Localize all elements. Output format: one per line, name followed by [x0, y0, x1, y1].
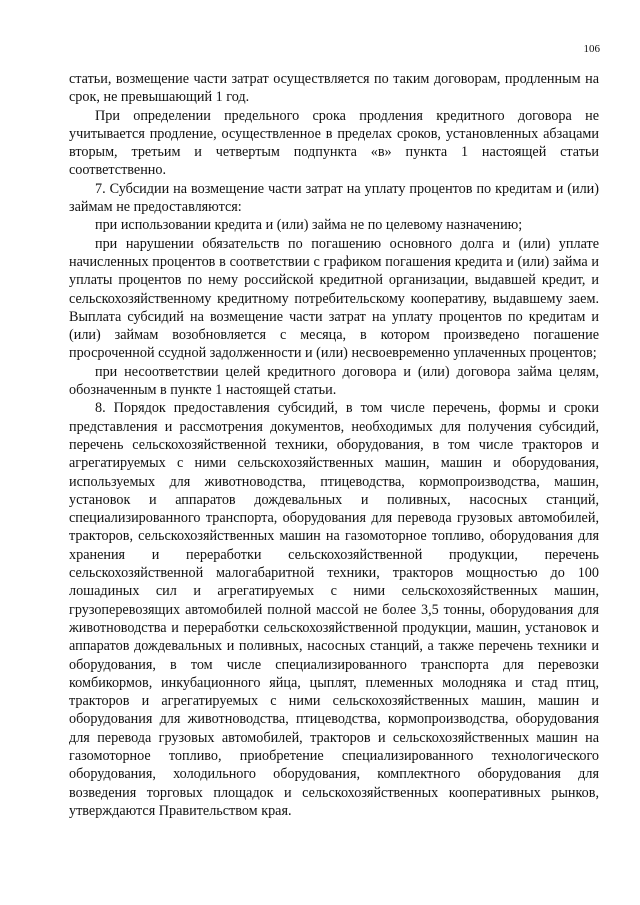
paragraph: статьи, возмещение части затрат осуществляется по таким договорам, продленным на срок, не превышающий 1 год. — [69, 71, 599, 106]
paragraph: при несоответствии целей кредитного договора и (или) договора займа целям, обозначенным в пункте 1 настоящей статьи. — [69, 363, 599, 399]
paragraph: при нарушении обязательств по погашению основного долга и (или) уплате начисленных процентов в соответствии с графиком погашения кредита и (или) займа и уплаты процентов по нему российской кредитной организации, выдавшей кредит, и сельскохозяйственному кредитному потребительскому кооперативу, выдавшему заем. Выплата субсидий на возмещение части затрат на уплату процентов по кредитам и (или) займам возобновляется с месяца, в котором произведено погашение просроченной ссудной задолженности и (или) несвоевременно уплаченных процентов; — [69, 235, 599, 362]
paragraph: 7. Субсидии на возмещение части затрат на уплату процентов по кредитам и (или) займам не предоставляются: — [69, 180, 599, 216]
paragraph: При определении предельного срока продления кредитного договора не учитывается продление, осуществленное в пределах сроков, установленных абзацами вторым, третьим и четвертым подпункта «в» пункта 1 настоящей статьи соответственно. — [69, 107, 599, 179]
paragraph: при использовании кредита и (или) займа не по целевому назначению; — [95, 217, 523, 234]
paragraph: 8. Порядок предоставления субсидий, в том числе перечень, формы и сроки представления и рассмотрения документов, необходимых для получения субсидий, перечень сельскохозяйственной техники, оборудования, в том числе тракторов и агрегатируемых с ними сельскохозяйственных машин, машин и оборудования, используемых для животноводства, птицеводства, кормопроизводства, машин, установок и аппаратов дождевальных и поливных, насосных станций, специализированного транспорта, оборудования для перевода грузовых автомобилей, тракторов, сельскохозяйственных машин на газомоторное топливо, оборудования для хранения и переработки сельскохозяйственной продукции, перечень сельскохозяйственной малогабаритной техники, тракторов мощностью до 100 лошадиных сил и агрегатируемых с ними сельскохозяйственных машин, грузоперевозящих автомобилей полной массой не более 3,5 тонны, оборудования для животноводства и переработки сельскохозяйственной продукции, машин, установок и аппаратов дождевальных и поливных, насосных станций, а также перечень техники и оборудования, в том числе специализированного транспорта для перевозки комбикормов, инкубационного яйца, цыплят, племенных молодняка и стад птиц, тракторов и агрегатируемых с ними сельскохозяйственных машин, машин и оборудования для животноводства, птицеводства, кормопроизводства, оборудования для перевода грузовых автомобилей, тракторов и сельскохозяйственных машин на газомоторное топливо, приобретение специализированного технологического оборудования, холодильного оборудования, комплектного оборудования для возведения торговых площадок и сельскохозяйственных кооперативных рынков, утверждаются Правительством края. — [69, 400, 599, 819]
document-body — [69, 70, 599, 820]
page-number: 106 — [583, 43, 600, 55]
